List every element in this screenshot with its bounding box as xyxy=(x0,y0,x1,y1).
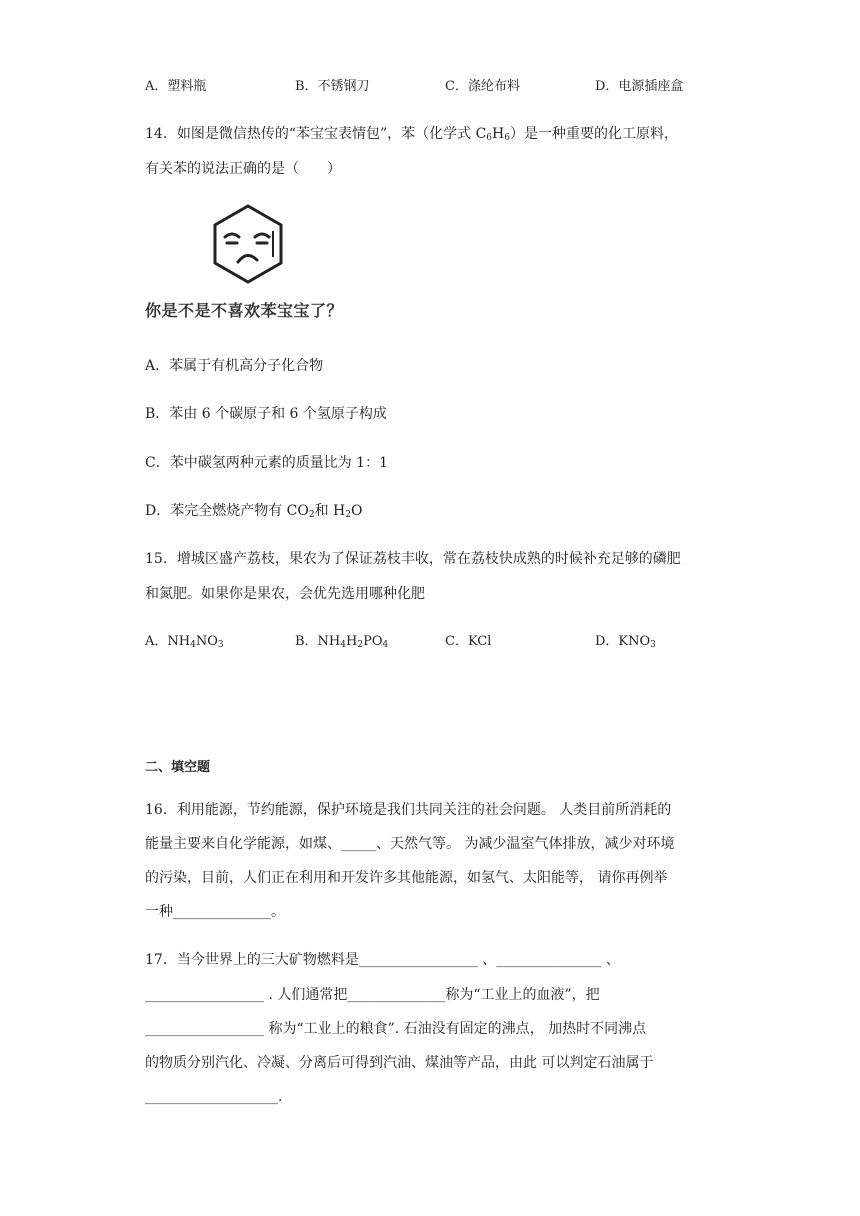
q17-line2: _________________ . 人们通常把______________称为“工业上的血液”，把 xyxy=(145,987,600,1003)
q16-line4: 一种______________。 xyxy=(145,904,285,920)
q14-option-d: D．苯完全燃烧产物有 $CO_2$和 $H_2O$ xyxy=(145,503,363,520)
q15-option-a: A．$NH_4NO_3$ xyxy=(145,634,224,650)
q15-stem-line1: 15．增城区盛产荔枝，果农为了保证荔枝丰收，常在荔枝快成熟的时候补充足够的磷肥 xyxy=(145,551,681,567)
q16-line2: 能量主要来自化学能源，如煤、_____、天然气等。 为减少温室气体排放，减少对环境 xyxy=(145,836,675,852)
q14-option-b: B．苯由 6 个碳原子和 6 个氢原子构成 xyxy=(145,406,387,422)
q15-option-b: B．$NH_4H_2PO_4$ xyxy=(295,634,389,650)
q14-stem-line1: 14．如图是微信热传的“苯宝宝表情包”，苯（化学式 $C_6H_6$）是一种重要的化工原料， xyxy=(145,126,678,143)
q13-option-c: C．涤纶布料 xyxy=(445,79,520,94)
q13-option-d: D．电源插座盒 xyxy=(595,79,684,94)
benzene-meme-figure xyxy=(145,200,385,330)
q14-option-c: C．苯中碳氢两种元素的质量比为 1：1 xyxy=(145,455,388,471)
q17-line3: _________________ 称为“工业上的粮食”. 石油没有固定的沸点， 加热时不同沸点 xyxy=(145,1021,647,1037)
q17-line1: 17．当今世界上的三大矿物燃料是_________________ 、_______________ 、 xyxy=(145,952,620,968)
q13-option-a: A．塑料瓶 xyxy=(145,79,207,94)
q17-line4: 的物质分别汽化、冷凝、分离后可得到汽油、煤油等产品，由此 可以判定石油属于 xyxy=(145,1055,654,1071)
q14-stem-line2: 有关苯的说法正确的是（ ） xyxy=(145,161,341,177)
q15-option-c: C．KCl xyxy=(445,634,492,649)
q15-stem-line2: 和氮肥。如果你是果农，会优先选用哪种化肥 xyxy=(145,586,425,602)
q16-line1: 16．利用能源，节约能源，保护环境是我们共同关注的社会问题。 人类目前所消耗的 xyxy=(145,802,672,818)
q17-line5: ___________________. xyxy=(145,1089,283,1105)
benzene-hexagon-face-icon xyxy=(145,200,385,295)
q14-option-a: A．苯属于有机高分子化合物 xyxy=(145,358,324,374)
q13-option-b: B．不锈钢刀 xyxy=(295,79,370,94)
section-title: 二、填空题 xyxy=(145,760,211,775)
q16-line3: 的污染，目前，人们正在利用和开发许多其他能源，如氢气、太阳能等， 请你再例举 xyxy=(145,870,668,886)
figure-caption: 你是不是不喜欢苯宝宝了？ xyxy=(145,301,344,320)
q15-option-d: D．$KNO_3$ xyxy=(595,634,656,650)
